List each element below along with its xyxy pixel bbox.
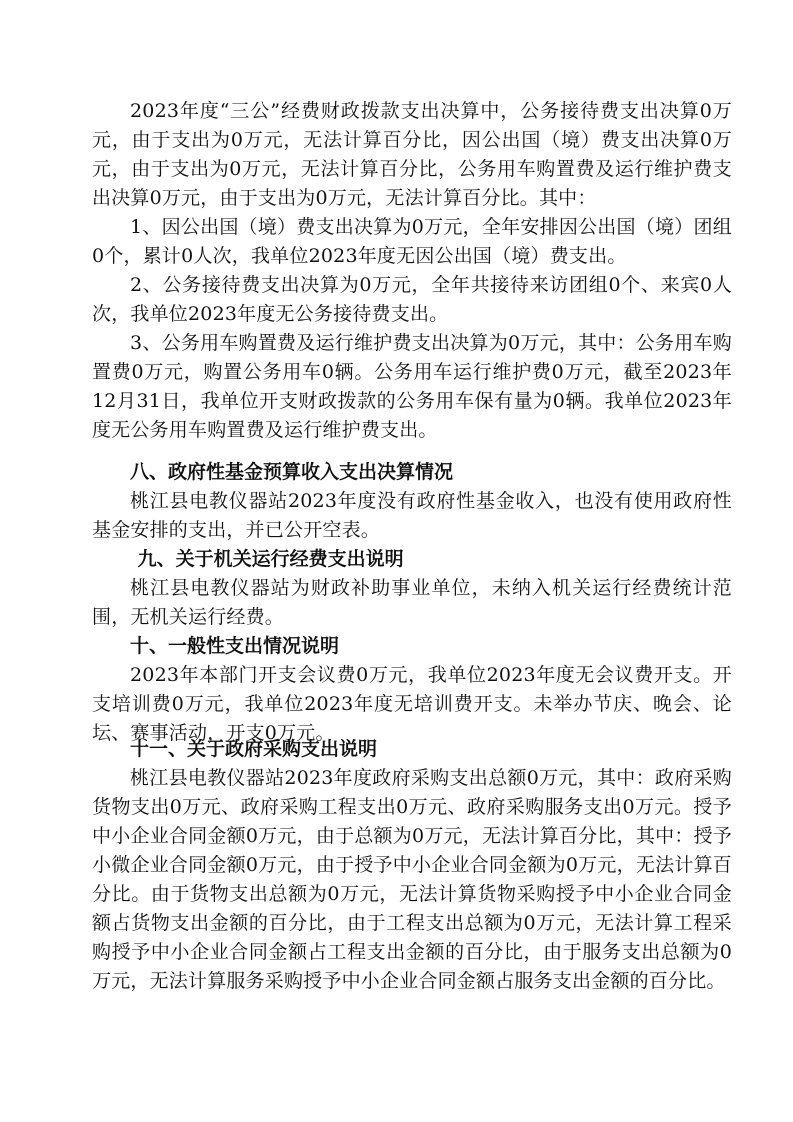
heading-procurement: 十一、关于政府采购支出说明	[130, 738, 378, 760]
paragraph-general-expenses: 2023年本部门开支会议费0万元，我单位2023年度无会议费开支。开支培训费0万元，我单位2023年度无培训费开支。未举办节庆、晚会、论坛、赛事活动，开支0万元。	[92, 664, 732, 744]
paragraph-item-vehicles: 3、公务用车购置费及运行维护费支出决算为0万元，其中：公务用车购置费0万元，购置公务用车0辆。公务用车运行维护费0万元，截至2023年12月31日，我单位开支财政拨款的公务用车保有量为0辆。我单位2023年度无公务用车购置费及运行维护费支出。	[92, 332, 732, 441]
paragraph-operating-expenses: 桃江县电教仪器站为财政补助事业单位，未纳入机关运行经费统计范围，无机关运行经费。	[92, 577, 732, 628]
heading-operating-expenses: 九、关于机关运行经费支出说明	[137, 548, 404, 570]
paragraph-three-public-expenses: 2023年度“三公”经费财政拨款支出决算中，公务接待费支出决算0万元，由于支出为0万元，无法计算百分比，因公出国（境）费支出决算0万元，由于支出为0万元，无法计算百分比，公务用车购置费及运行维护费支出决算0万元，由于支出为0万元，无法计算百分比。其中：	[92, 100, 732, 209]
paragraph-item-overseas-travel: 1、因公出国（境）费支出决算为0万元，全年安排因公出国（境）团组0个，累计0人次，我单位2023年度无因公出国（境）费支出。	[92, 216, 732, 267]
heading-general-expenses: 十、一般性支出情况说明	[130, 635, 340, 657]
paragraph-item-reception: 2、公务接待费支出决算为0万元，全年共接待来访团组0个、来宾0人次，我单位2023年度无公务接待费支出。	[92, 274, 732, 325]
paragraph-procurement: 桃江县电教仪器站2023年度政府采购支出总额0万元，其中：政府采购货物支出0万元、政府采购工程支出0万元、政府采购服务支出0万元。授予中小企业合同金额0万元，由于总额为0万元，无法计算百分比，其中：授予小微企业合同金额0万元，由于授予中小企业合同金额为0万元，无法计算百分比。由于货物支出总额为0万元，无法计算货物采购授予中小企业合同金额占货物支出金额的百分比，由于工程支出总额为0万元，无法计算工程采购授予中小企业合同金额占工程支出金额的百分比，由于服务支出总额为0万元，无法计算服务采购授予中小企业合同金额占服务支出金额的百分比。	[92, 767, 732, 992]
paragraph-government-fund: 桃江县电教仪器站2023年度没有政府性基金收入，也没有使用政府性基金安排的支出，并已公开空表。	[92, 490, 732, 541]
heading-government-fund: 八、政府性基金预算收入支出决算情况	[130, 461, 454, 483]
